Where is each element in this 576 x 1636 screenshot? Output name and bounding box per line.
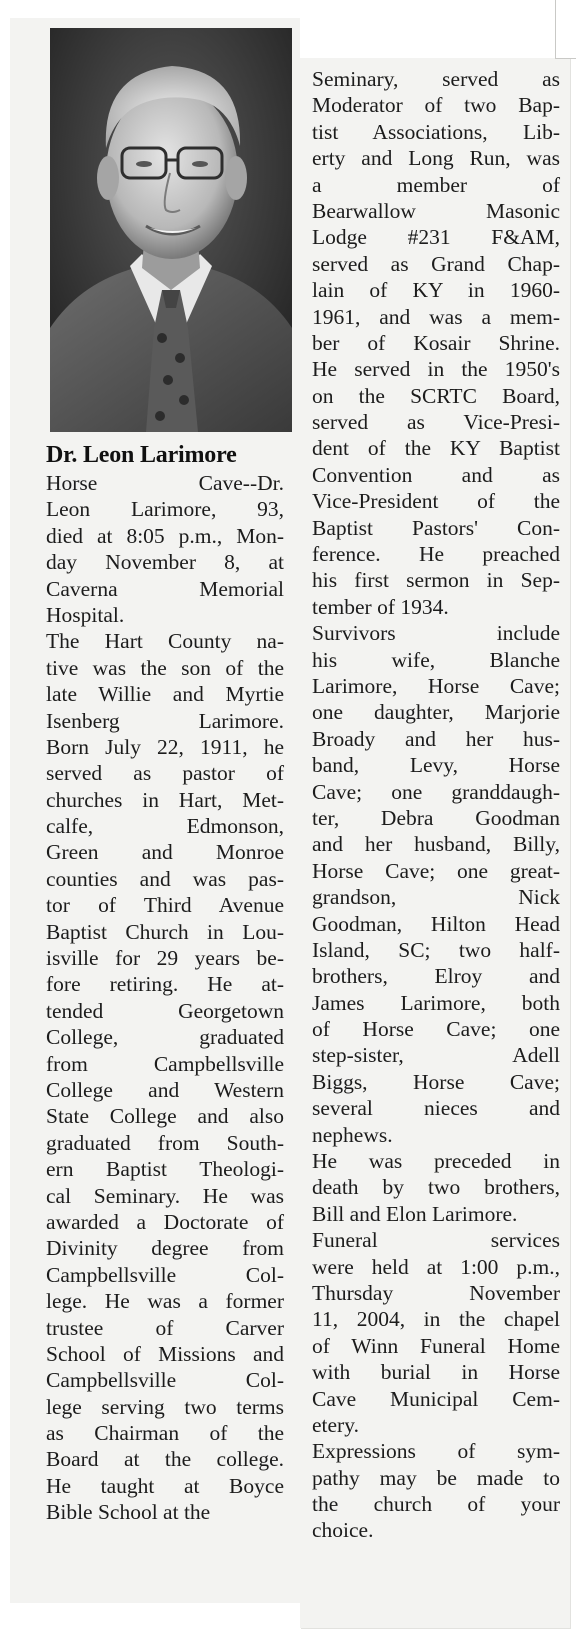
obituary-paragraph	[312, 1227, 560, 1438]
text-line: of Horse Cave; one	[312, 1017, 560, 1042]
obituary-paragraph	[312, 1148, 560, 1227]
text-line: several nieces and	[312, 1096, 560, 1121]
page-margin	[300, 0, 558, 58]
text-line: calfe, Edmonson,	[46, 814, 284, 839]
text-line: served as Grand Chap-	[312, 251, 560, 276]
text-line: Bible School at the	[46, 1500, 211, 1525]
text-line: served as Vice-Presi-	[312, 410, 560, 435]
text-line: late Willie and Myrtie	[46, 682, 284, 707]
text-line: tor of Third Avenue	[46, 893, 284, 918]
text-line: one daughter, Marjorie	[312, 700, 560, 725]
text-line: Biggs, Horse Cave;	[312, 1069, 560, 1094]
text-line: with burial in Horse	[312, 1360, 560, 1385]
text-line: Green and Monroe	[46, 840, 284, 865]
text-line: his first sermon in Sep-	[312, 568, 560, 593]
text-line: tive was the son of the	[46, 655, 284, 680]
text-line: the church of your	[312, 1492, 560, 1517]
text-line: tist Associations, Lib-	[312, 119, 560, 144]
text-line: Horse Cave--Dr.	[46, 471, 284, 495]
text-line: graduated from South-	[46, 1130, 284, 1155]
deceased-name: Dr. Leon Larimore	[46, 442, 237, 468]
text-line: College and Western	[46, 1077, 284, 1102]
text-line: Thursday November	[312, 1280, 560, 1305]
text-line: lege. He was a former	[46, 1289, 284, 1314]
obituary-paragraph	[46, 470, 284, 628]
obituary-paragraph	[312, 1438, 560, 1544]
text-line: died at 8:05 p.m., Mon-	[46, 523, 284, 548]
text-line: ter, Debra Goodman	[312, 805, 560, 830]
text-line: Divinity degree from	[46, 1236, 284, 1261]
text-line: band, Levy, Horse	[312, 753, 560, 778]
text-line: 11, 2004, in the chapel	[312, 1307, 560, 1332]
text-line: were held at 1:00 p.m.,	[312, 1254, 560, 1279]
obituary-paragraph	[312, 620, 560, 1148]
text-line: awarded a Doctorate of	[46, 1209, 284, 1234]
text-line: of Winn Funeral Home	[312, 1333, 560, 1358]
text-line: Cave Municipal Cem-	[312, 1386, 560, 1411]
text-line: death by two brothers,	[312, 1175, 560, 1200]
text-line: served as pastor of	[46, 761, 284, 786]
text-line: School of Missions and	[46, 1341, 284, 1366]
obituary-paragraph	[312, 66, 560, 620]
text-line: Bill and Elon Larimore.	[312, 1201, 518, 1226]
text-line: isville for 29 years be-	[46, 946, 284, 971]
obituary-right-column	[312, 66, 560, 1544]
text-line: trustee of Carver	[46, 1315, 284, 1340]
text-line: churches in Hart, Met-	[46, 787, 284, 812]
text-line: Larimore, Horse Cave;	[312, 673, 560, 698]
text-line: Baptist Church in Lou-	[46, 919, 284, 944]
text-line: tended Georgetown	[46, 998, 284, 1023]
text-line: Campbellsville Col-	[46, 1368, 284, 1393]
text-line: Baptist Pastors' Con-	[312, 515, 560, 540]
text-line: pathy may be made to	[312, 1465, 560, 1490]
text-line: a member of	[312, 172, 560, 197]
text-line: Board at the college.	[46, 1447, 284, 1472]
text-line: Moderator of two Bap-	[312, 93, 560, 118]
text-line: Vice-President of the	[312, 489, 560, 514]
text-line: Bearwallow Masonic	[312, 198, 560, 223]
text-line: lege serving two terms	[46, 1394, 284, 1419]
clipped-text-fragment	[46, 1586, 284, 1592]
obituary-paragraph	[46, 628, 284, 1525]
text-line: 1961, and was a mem-	[312, 304, 560, 329]
text-line: He was preceded in	[312, 1149, 560, 1174]
text-line: He taught at Boyce	[46, 1473, 284, 1498]
text-line: etery.	[312, 1412, 359, 1437]
text-line: counties and was pas-	[46, 866, 284, 891]
text-line: Expressions of sym-	[312, 1439, 560, 1464]
text-line: Caverna Memorial	[46, 576, 284, 601]
text-line: Cave; one granddaugh-	[312, 779, 560, 804]
text-line: Seminary, served as	[312, 67, 560, 91]
text-line: grandson, Nick	[312, 885, 560, 910]
text-line: Convention and as	[312, 462, 560, 487]
text-line: State College and also	[46, 1104, 284, 1129]
text-line: College, graduated	[46, 1025, 284, 1050]
text-line: his wife, Blanche	[312, 647, 560, 672]
text-line: Isenberg Larimore.	[46, 708, 284, 733]
text-line: step-sister, Adell	[312, 1043, 560, 1068]
text-line: Survivors include	[312, 621, 560, 646]
text-line: The Hart County na-	[46, 629, 284, 654]
text-line: ern Baptist Theologi-	[46, 1157, 284, 1182]
text-line: Broady and her hus-	[312, 726, 560, 751]
text-line: from Campbellsville	[46, 1051, 284, 1076]
text-line: and her husband, Billy,	[312, 832, 560, 857]
text-line: lain of KY in 1960-	[312, 278, 560, 303]
text-line: tember of 1934.	[312, 594, 449, 619]
text-line: on the SCRTC Board,	[312, 383, 560, 408]
text-line: nephews.	[312, 1122, 393, 1147]
text-line: brothers, Elroy and	[312, 964, 560, 989]
text-line: Funeral services	[312, 1228, 560, 1253]
text-line: Island, SC; two half-	[312, 937, 560, 962]
text-line: ber of Kosair Shrine.	[312, 330, 560, 355]
text-line: dent of the KY Baptist	[312, 436, 560, 461]
text-line: Horse Cave; one great-	[312, 858, 560, 883]
text-line: cal Seminary. He was	[46, 1183, 284, 1208]
portrait-photo	[50, 28, 292, 432]
text-line: erty and Long Run, was	[312, 146, 560, 171]
text-line: He served in the 1950's	[312, 357, 560, 382]
text-line: as Chairman of the	[46, 1421, 284, 1446]
text-line: day November 8, at	[46, 550, 284, 575]
text-line: Leon Larimore, 93,	[46, 497, 284, 522]
text-line: choice.	[312, 1518, 374, 1543]
text-line: Lodge #231 F&AM,	[312, 225, 560, 250]
text-line: Campbellsville Col-	[46, 1262, 284, 1287]
text-line: James Larimore, both	[312, 990, 560, 1015]
text-line: Born July 22, 1911, he	[46, 734, 284, 759]
text-line: Hospital.	[46, 602, 125, 627]
text-line: ference. He preached	[312, 542, 560, 567]
obituary-left-column	[46, 470, 284, 1526]
text-line: fore retiring. He at-	[46, 972, 284, 997]
text-line: Goodman, Hilton Head	[312, 911, 560, 936]
adjacent-clipping-edge	[555, 0, 576, 59]
